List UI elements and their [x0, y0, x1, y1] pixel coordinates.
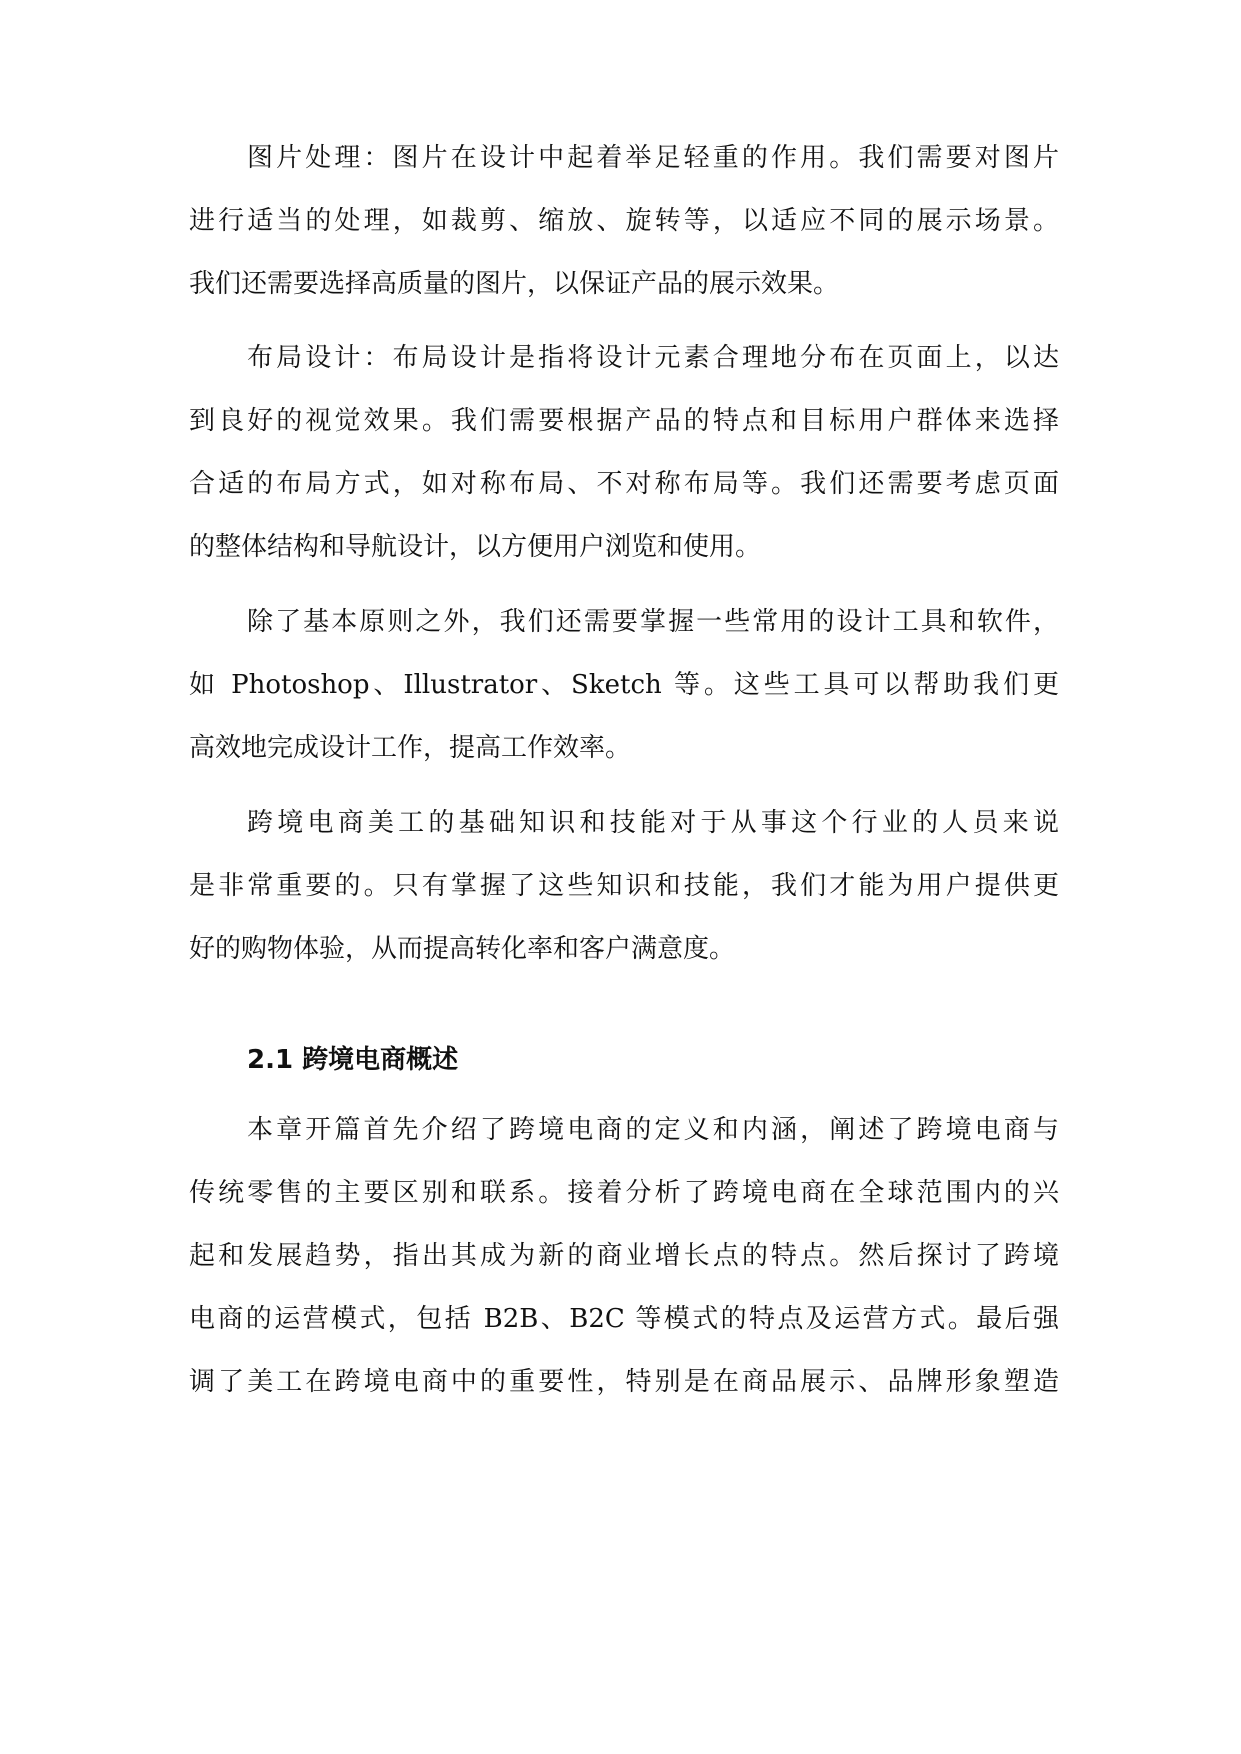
paragraph-line: 进行适当的处理，如裁剪、缩放、旋转等，以适应不同的展示场景。	[189, 206, 1059, 236]
paragraph-line: 调了美工在跨境电商中的重要性，特别是在商品展示、品牌形象塑造	[189, 1367, 1059, 1397]
paragraph-line: 高效地完成设计工作，提高工作效率。	[189, 733, 632, 763]
paragraph-line: 的整体结构和导航设计，以方便用户浏览和使用。	[189, 532, 762, 562]
paragraph-line: 跨境电商美工的基础知识和技能对于从事这个行业的人员来说	[247, 808, 1059, 838]
paragraph-line: 起和发展趋势，指出其成为新的商业增长点的特点。然后探讨了跨境	[189, 1241, 1059, 1271]
section-heading: 2.1 跨境电商概述	[247, 1045, 459, 1075]
paragraph-line: 是非常重要的。只有掌握了这些知识和技能，我们才能为用户提供更	[189, 871, 1059, 901]
paragraph-line: 我们还需要选择高质量的图片，以保证产品的展示效果。	[189, 269, 840, 299]
paragraph-line: 布局设计：布局设计是指将设计元素合理地分布在页面上，以达	[247, 343, 1059, 373]
paragraph-line: 传统零售的主要区别和联系。接着分析了跨境电商在全球范围内的兴	[189, 1178, 1059, 1208]
paragraph-line: 电商的运营模式，包括 B2B、B2C 等模式的特点及运营方式。最后强	[189, 1304, 1059, 1334]
paragraph-line: 到良好的视觉效果。我们需要根据产品的特点和目标用户群体来选择	[189, 406, 1059, 436]
paragraph-line: 合适的布局方式，如对称布局、不对称布局等。我们还需要考虑页面	[189, 469, 1059, 499]
paragraph-line: 如 Photoshop、Illustrator、Sketch 等。这些工具可以帮助我们更	[189, 670, 1059, 700]
paragraph-line: 本章开篇首先介绍了跨境电商的定义和内涵，阐述了跨境电商与	[247, 1115, 1059, 1145]
paragraph-line: 好的购物体验，从而提高转化率和客户满意度。	[189, 934, 736, 964]
paragraph-line: 图片处理：图片在设计中起着举足轻重的作用。我们需要对图片	[247, 143, 1059, 173]
paragraph-line: 除了基本原则之外，我们还需要掌握一些常用的设计工具和软件，	[247, 607, 1059, 637]
